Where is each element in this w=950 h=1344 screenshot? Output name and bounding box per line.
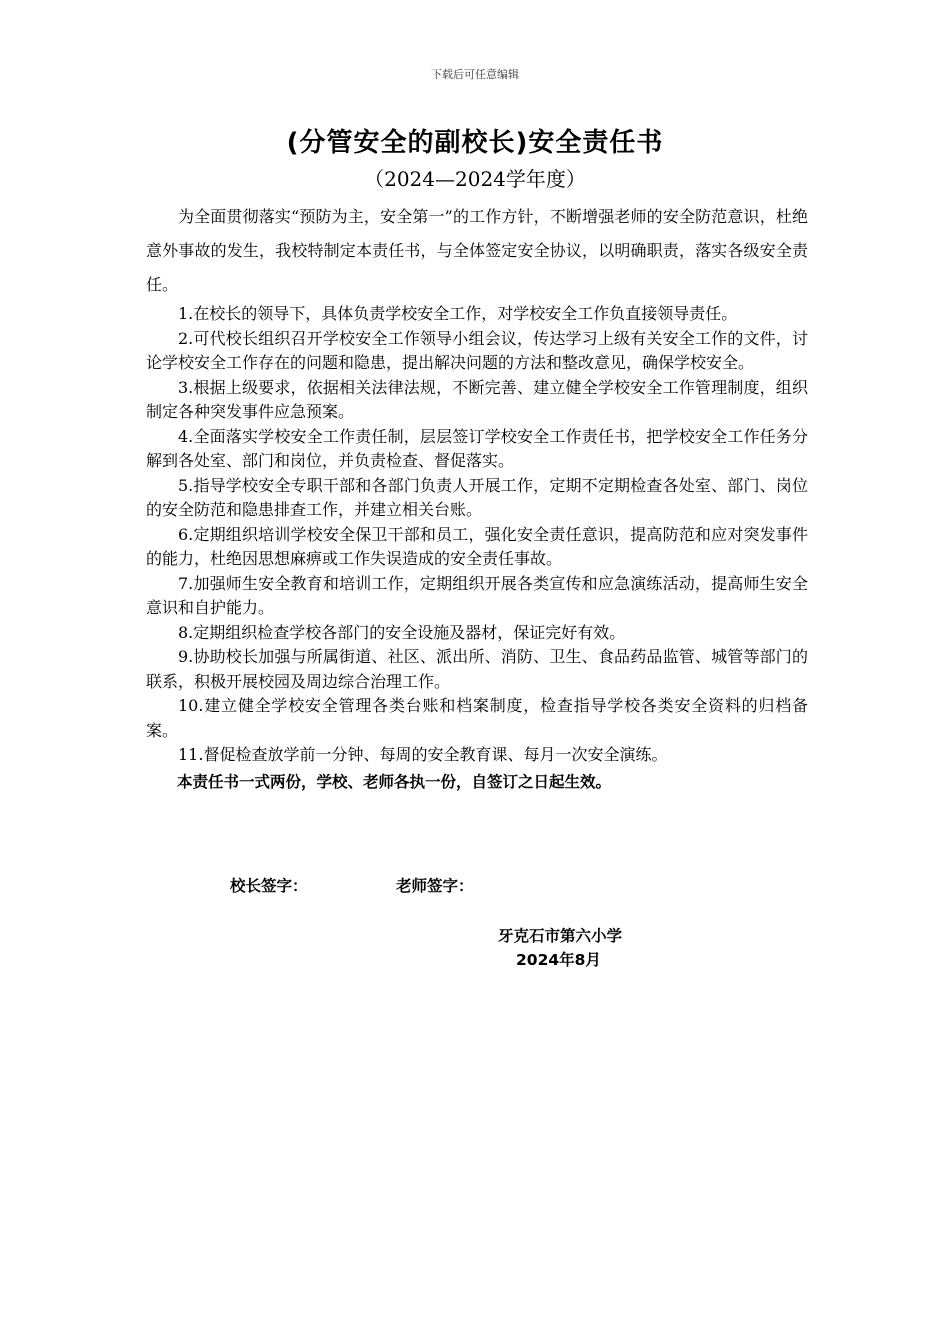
item-7: 7.加强师生安全教育和培训工作，定期组织开展各类宣传和应急演练活动，提高师生安全意识和自护能力。 bbox=[146, 573, 808, 617]
principal-signature-label: 校长签字： bbox=[230, 877, 308, 895]
item-9: 9.协助校长加强与所属街道、社区、派出所、消防、卫生、食品药品监管、城管等部门的联系，积极开展校园及周边综合治理工作。 bbox=[146, 647, 808, 691]
item-2: 2.可代校长组织召开学校安全工作领导小组会议，传达学习上级有关安全工作的文件，讨论学校安全工作存在的问题和隐患，提出解决问题的方法和整改意见，确保学校安全。 bbox=[146, 328, 808, 372]
item-5: 5.指导学校安全专职干部和各部门负责人开展工作，定期不定期检查各处室、部门、岗位的安全防范和隐患排查工作，并建立相关台账。 bbox=[146, 475, 808, 519]
document-body bbox=[146, 200, 808, 794]
intro-paragraph: 为全面贯彻落实“预防为主，安全第一”的工作方针，不断增强老师的安全防范意识，杜绝意外事故的发生，我校特制定本责任书，与全体签定安全协议，以明确职责，落实各级安全责任。 bbox=[146, 207, 808, 294]
document-date: 2024年8月 bbox=[516, 951, 601, 969]
header-note: 下载后可任意编辑 bbox=[431, 68, 519, 81]
closing-statement: 本责任书一式两份，学校、老师各执一份，自签订之日起生效。 bbox=[177, 772, 612, 791]
item-11: 11.督促检查放学前一分钟、每周的安全教育课、每月一次安全演练。 bbox=[178, 745, 668, 764]
signature-row bbox=[230, 874, 474, 896]
item-10: 10.建立健全学校安全管理各类台账和档案制度，检查指导学校各类安全资料的归档备案。 bbox=[146, 696, 808, 740]
item-3: 3.根据上级要求，依据相关法律法规，不断完善、建立健全学校安全工作管理制度，组织制定各种突发事件应急预案。 bbox=[146, 377, 808, 421]
item-4: 4.全面落实学校安全工作责任制，层层签订学校安全工作责任书，把学校安全工作任务分解到各处室、部门和岗位，并负责检查、督促落实。 bbox=[146, 426, 808, 470]
item-1: 1.在校长的领导下，具体负责学校安全工作，对学校安全工作负直接领导责任。 bbox=[178, 304, 738, 323]
item-8: 8.定期组织检查学校各部门的安全设施及器材，保证完好有效。 bbox=[178, 622, 626, 642]
teacher-signature-label: 老师签字： bbox=[396, 877, 474, 895]
organization-name: 牙克石市第六小学 bbox=[498, 927, 623, 945]
document-subtitle: （2024—2024学年度） bbox=[364, 167, 586, 191]
item-6: 6.定期组织培训学校安全保卫干部和员工，强化安全责任意识，提高防范和应对突发事件的能力，杜绝因思想麻痹或工作失误造成的安全责任事故。 bbox=[146, 524, 808, 568]
document-title: (分管安全的副校长)安全责任书 bbox=[286, 128, 664, 158]
